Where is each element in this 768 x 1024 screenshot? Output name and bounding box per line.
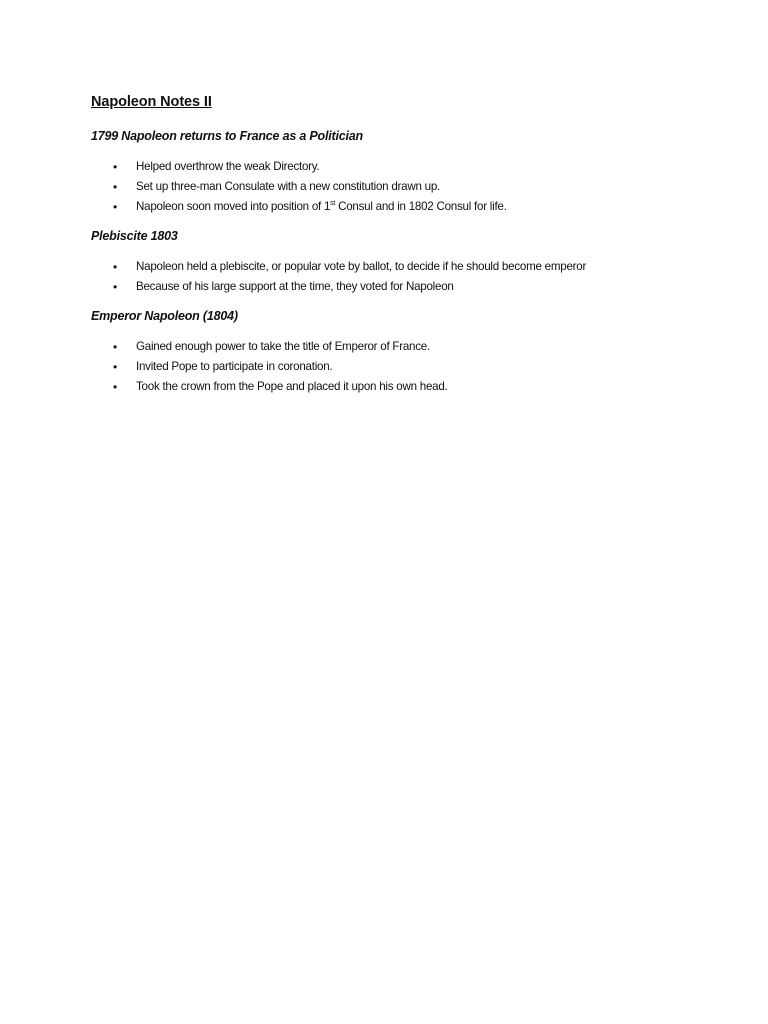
bullet-icon: •: [113, 200, 117, 214]
bullet-icon: •: [113, 160, 117, 174]
list-item-text: Set up three-man Consulate with a new constitution drawn up.: [136, 180, 441, 193]
bullet-icon: •: [113, 340, 117, 354]
section-heading-emperor: Emperor Napoleon (1804): [91, 309, 238, 323]
bullet-icon: •: [113, 280, 117, 294]
section-heading-1799: 1799 Napoleon returns to France as a Politician: [91, 129, 363, 143]
list-item-text: Took the crown from the Pope and placed it upon his own head.: [136, 380, 448, 393]
bullet-icon: •: [113, 380, 117, 394]
list-item-text: Invited Pope to participate in coronation.: [136, 360, 333, 373]
bullet-icon: •: [113, 180, 117, 194]
ordinal-superscript: st: [330, 200, 336, 208]
list-item-text: [136, 199, 507, 215]
section-heading-plebiscite: Plebiscite 1803: [91, 229, 178, 243]
bullet-icon: •: [113, 260, 117, 274]
list-item-text: Because of his large support at the time, they voted for Napoleon: [136, 280, 454, 293]
list-item-text-part: Consul and in 1802 Consul for life.: [335, 200, 507, 213]
document-title: Napoleon Notes II: [91, 94, 212, 110]
list-item-text: Helped overthrow the weak Directory.: [136, 160, 320, 173]
list-item-text-part: Napoleon soon moved into position of 1: [136, 200, 331, 213]
list-item-text: Napoleon held a plebiscite, or popular vote by ballot, to decide if he should become emperor: [136, 260, 587, 273]
bullet-icon: •: [113, 360, 117, 374]
list-item-text: Gained enough power to take the title of Emperor of France.: [136, 340, 430, 353]
